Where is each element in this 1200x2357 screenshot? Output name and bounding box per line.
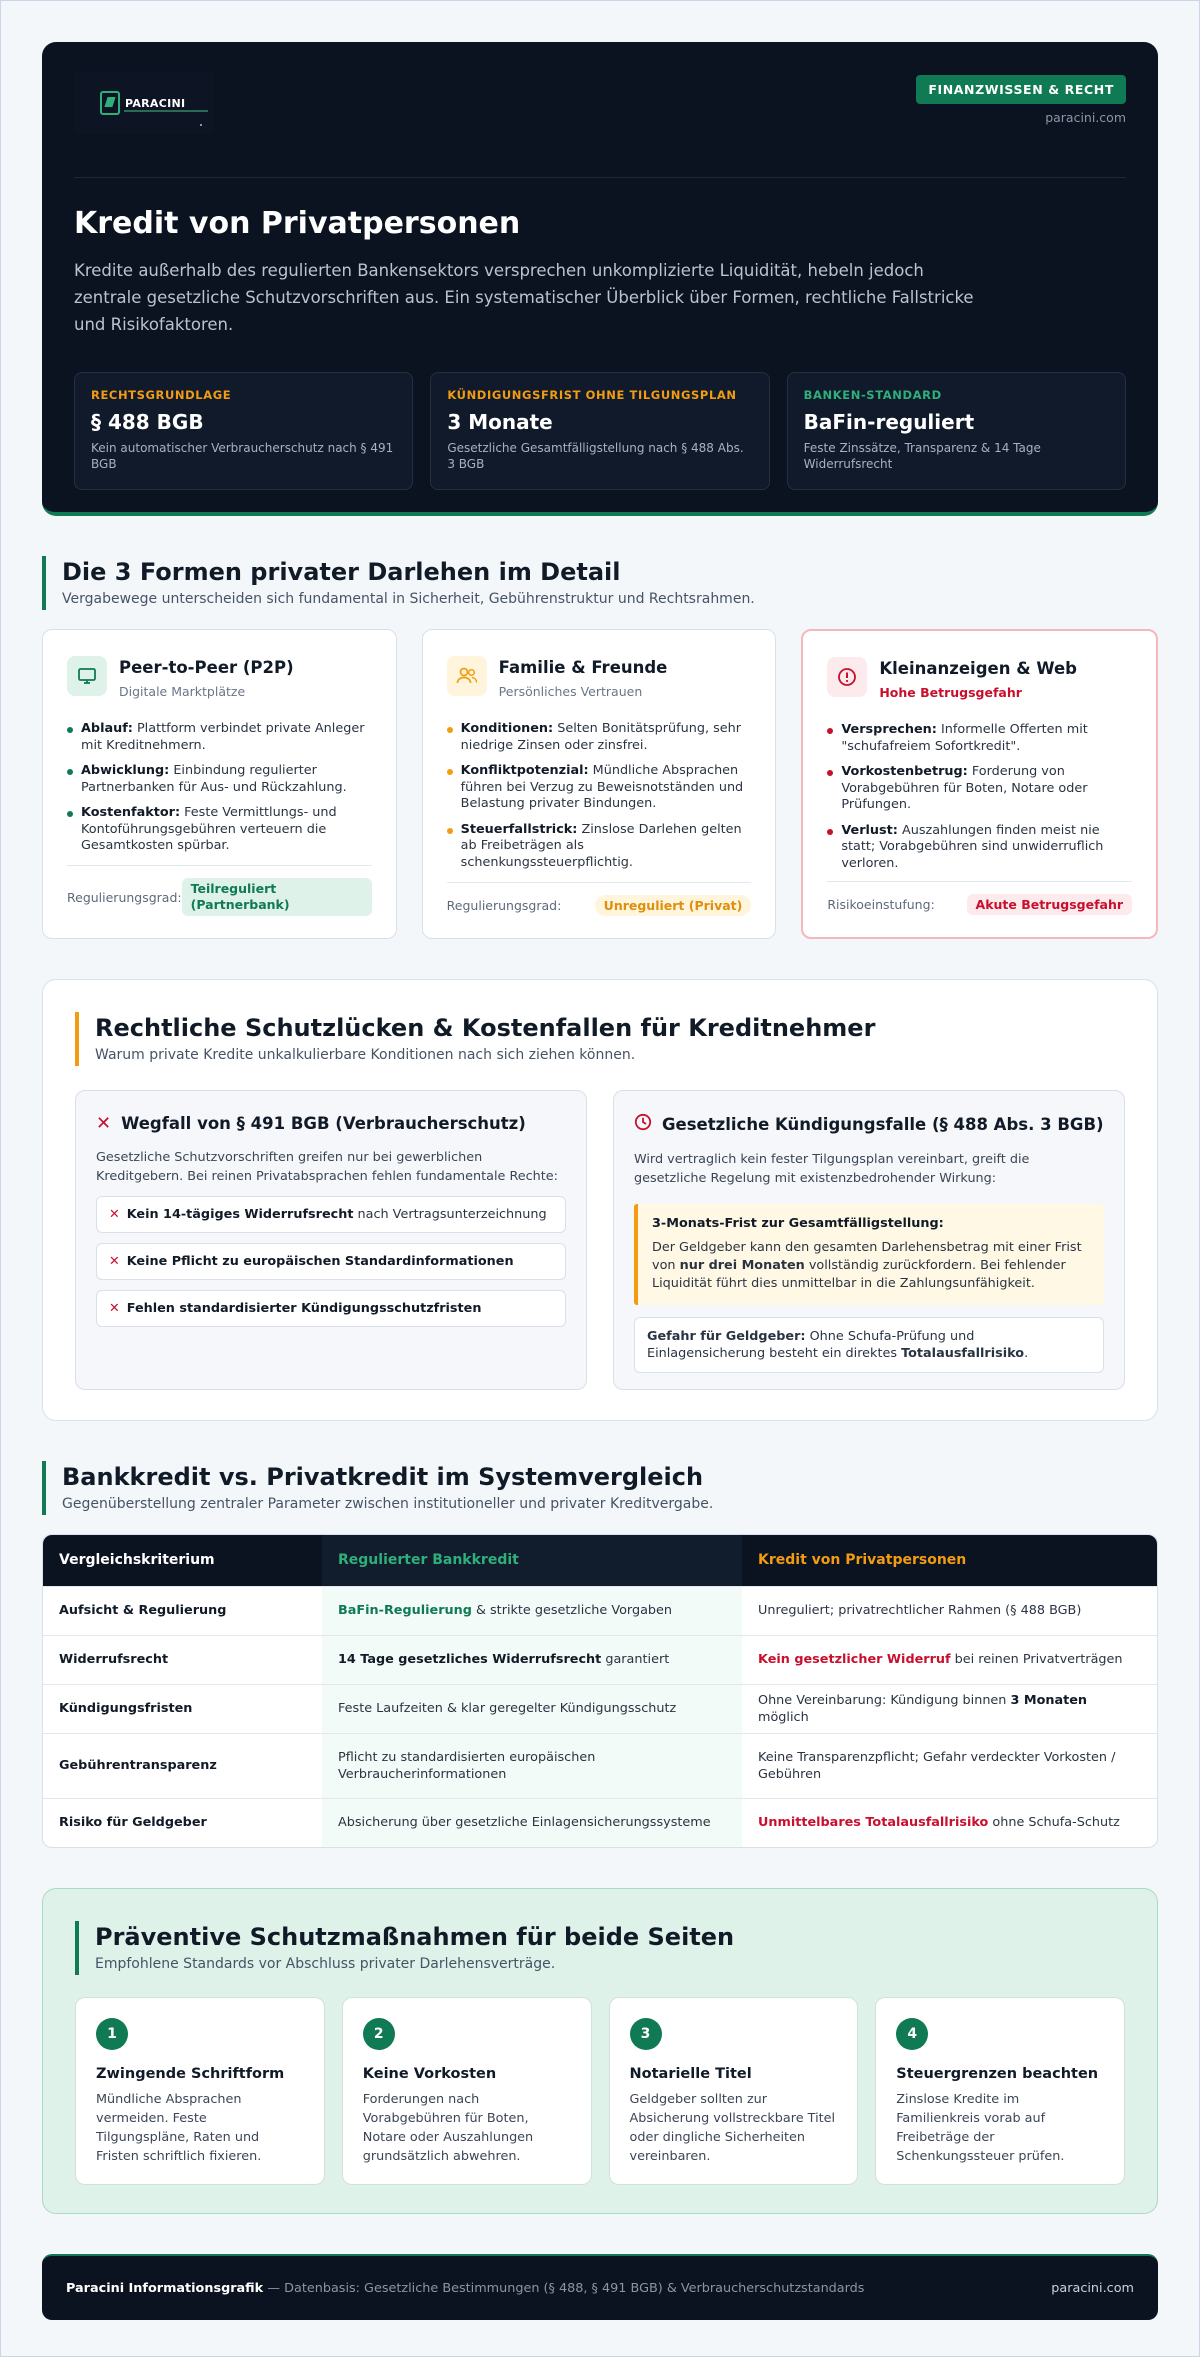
header-bank: Regulierter Bankkredit: [322, 1535, 742, 1586]
form-card-p2p: [42, 629, 397, 939]
bank-cell: BaFin-Regulierung & strikte gesetzliche Vorgaben: [322, 1586, 742, 1635]
consumer-protection-box: [75, 1090, 587, 1390]
stat-value: 3 Monate: [447, 410, 553, 434]
regulation-badge: Unreguliert (Privat): [595, 895, 752, 916]
cross-icon: ✕: [109, 1207, 120, 1222]
table-header-row: [43, 1535, 1157, 1586]
step-description: Zinslose Kredite im Familienkreis vorab auf Freibeträge der Schenkungssteuer prüfen.: [896, 2092, 1065, 2164]
box-description: Gesetzliche Schutzvorschriften greifen nur bei gewerblichen Kreditgebern. Bei reinen Privatabsprachen fehlen fundamentale Rechte:: [96, 1150, 558, 1184]
private-cell: Keine Transparenzpflicht; Gefahr verdeckter Vorkosten / Gebühren: [742, 1733, 1157, 1798]
category-badge: FINANZWISSEN & RECHT: [916, 75, 1126, 104]
card-subtitle: Hohe Betrugsgefahr: [879, 685, 1022, 700]
card-title: Kleinanzeigen & Web: [879, 659, 1077, 678]
private-cell: Kein gesetzlicher Widerruf bei reinen Privatverträgen: [742, 1635, 1157, 1684]
form-card-family: [422, 629, 777, 939]
regulation-label: Regulierungsgrad:: [446, 898, 562, 913]
stat-card-notice-period: [430, 372, 769, 490]
logo-tagline-line: [124, 110, 208, 112]
key-stats: [74, 372, 1126, 490]
page-description: Kredite außerhalb des regulierten Bankensektors versprechen unkomplizierte Liquidität, hebeln jedoch zentrale gesetzliche Schutzvorschriften aus. Ein systematischer Überblick über Formen, rechtliche Fallstricke und Risikofaktoren.: [74, 261, 974, 334]
warning-title: 3-Monats-Frist zur Gesamtfälligstellung:: [652, 1216, 944, 1231]
missing-right-item: ✕ Keine Pflicht zu europäischen Standardinformationen: [96, 1243, 566, 1280]
step-number: 4: [896, 2018, 928, 2050]
footer-domain: paracini.com: [1051, 2280, 1134, 2296]
missing-right-item: ✕ Kein 14-tägiges Widerrufsrecht nach Vertragsunterzeichnung: [96, 1196, 566, 1233]
section-subtitle: Gegenüberstellung zentraler Parameter zwischen institutioneller und privater Kreditvergabe.: [62, 1496, 714, 1512]
header-private: Kredit von Privatpersonen: [742, 1535, 1157, 1586]
step-number: 3: [630, 2018, 662, 2050]
users-icon: [447, 656, 487, 696]
step-title: Zwingende Schriftform: [96, 2066, 285, 2082]
header-criterion: Vergleichskriterium: [43, 1535, 322, 1586]
step-title: Steuergrenzen beachten: [896, 2066, 1099, 2082]
card-title: Familie & Freunde: [498, 658, 668, 677]
logo-text: PARACINI: [125, 96, 186, 110]
warning-body: Der Geldgeber kann den gesamten Darlehensbetrag mit einer Frist von nur drei Monaten vollständig zurückfordern. Bei fehlender Liquidität führt dies unmittelbar in die Zahlungsunfähigkeit.: [652, 1240, 1082, 1291]
step-description: Forderungen nach Vorabgebühren für Boten, Notare oder Auszahlungen grundsätzlich abwehren.: [362, 2092, 534, 2164]
stat-value: BaFin-reguliert: [803, 410, 975, 434]
step-card: [75, 1997, 325, 2185]
regulation-label: Regulierungsgrad:: [67, 889, 182, 905]
legal-section-heading: [75, 1012, 1125, 1066]
step-description: Mündliche Absprachen vermeiden. Feste Tilgungspläne, Raten und Fristen schriftlich fixieren.: [96, 2092, 262, 2164]
table-row: [43, 1684, 1157, 1733]
stat-note: Gesetzliche Gesamtfälligstellung nach § 488 Abs. 3 BGB: [447, 441, 744, 471]
section-subtitle: Empfohlene Standards vor Abschluss privater Darlehensverträge.: [95, 1956, 556, 1972]
cross-icon: ✕: [109, 1301, 120, 1316]
card-title: Peer-to-Peer (P2P): [119, 658, 294, 677]
private-cell: Unreguliert; privatrechtlicher Rahmen (§ 488 BGB): [742, 1586, 1157, 1635]
criterion-cell: Risiko für Geldgeber: [43, 1798, 322, 1847]
hero-domain: paracini.com: [1045, 110, 1126, 125]
table-row: [43, 1635, 1157, 1684]
criterion-cell: Kündigungsfristen: [43, 1684, 322, 1733]
hero-meta: [916, 72, 1126, 125]
prevention-section: [42, 1888, 1158, 2214]
list-item: Konditionen: Selten Bonitätsprüfung, sehr niedrige Zinsen oder zinsfrei.: [447, 721, 752, 754]
private-cell: Unmittelbares Totalausfallrisiko ohne Schufa-Schutz: [742, 1798, 1157, 1847]
step-number: 1: [96, 2018, 128, 2050]
hero-banner: [42, 42, 1158, 516]
compare-section-heading: [42, 1461, 1158, 1515]
card-footer: [67, 865, 372, 916]
box-title: Gesetzliche Kündigungsfalle (§ 488 Abs. 3 BGB): [662, 1115, 1104, 1134]
card-list: [447, 721, 752, 871]
table-row: [43, 1798, 1157, 1847]
forms-section-heading: [42, 556, 1158, 610]
prevention-section-heading: [75, 1921, 1125, 1975]
list-item: Kostenfaktor: Feste Vermittlungs- und Kontoführungsgebühren verteuern die Gesamtkosten spürbar.: [67, 805, 372, 855]
step-description: Geldgeber sollten zur Absicherung vollstreckbare Titel oder dingliche Sicherheiten vereinbaren.: [629, 2092, 836, 2164]
card-list: [827, 722, 1132, 872]
list-item: Abwicklung: Einbindung regulierter Partnerbanken für Aus- und Rückzahlung.: [67, 763, 372, 796]
list-item: Versprechen: Informelle Offerten mit "schufafreiem Sofortkredit".: [827, 722, 1132, 755]
bank-cell: Pflicht zu standardisierten europäischen Verbraucherinformationen: [322, 1733, 742, 1798]
stat-note: Feste Zinssätze, Transparenz & 14 Tage Widerrufsrecht: [803, 441, 1041, 471]
bank-cell: 14 Tage gesetzliches Widerrufsrecht garantiert: [322, 1635, 742, 1684]
stat-label: KÜNDIGUNGSFRIST OHNE TILGUNGSPLAN: [447, 388, 737, 402]
footer-source: Paracini Informationsgrafik — Datenbasis: Gesetzliche Bestimmungen (§ 488, § 491 BGB) & Verbraucherschutzstandards: [66, 2280, 865, 2296]
form-card-web: [801, 629, 1158, 939]
cross-icon: ✕: [109, 1254, 120, 1269]
step-card: [609, 1997, 859, 2185]
stat-card-legal-basis: [74, 372, 413, 490]
list-item: Konfliktpotenzial: Mündliche Absprachen führen bei Verzug zu Beweisnotständen und Belastung privater Bindungen.: [447, 763, 752, 813]
stat-label: RECHTSGRUNDLAGE: [91, 388, 232, 402]
list-item: Steuerfallstrick: Zinslose Darlehen gelten ab Freibeträgen als schenkungssteuerpflichtig.: [447, 822, 752, 872]
card-subtitle: Persönliches Vertrauen: [498, 684, 643, 699]
warning-callout: [634, 1204, 1104, 1305]
criterion-cell: Gebührentransparenz: [43, 1733, 322, 1798]
regulation-badge: Teilreguliert (Partnerbank): [182, 878, 372, 916]
step-number: 2: [363, 2018, 395, 2050]
card-subtitle: Digitale Marktplätze: [119, 684, 246, 699]
step-title: Notarielle Titel: [629, 2066, 752, 2082]
box-title: Wegfall von § 491 BGB (Verbraucherschutz): [121, 1114, 526, 1133]
step-card: [875, 1997, 1125, 2185]
step-card: [342, 1997, 592, 2185]
legal-section: [42, 979, 1158, 1421]
hero-header: [74, 72, 1126, 178]
logo-mark-icon: [100, 91, 120, 115]
bank-cell: Feste Laufzeiten & klar geregelter Kündigungsschutz: [322, 1684, 742, 1733]
clock-icon: [634, 1113, 652, 1136]
page-footer: [42, 2254, 1158, 2320]
section-subtitle: Warum private Kredite unkalkulierbare Konditionen nach sich ziehen können.: [95, 1047, 636, 1063]
loan-forms: [42, 629, 1158, 939]
brand-logo: [74, 72, 214, 134]
table-row: [43, 1733, 1157, 1798]
criterion-cell: Aufsicht & Regulierung: [43, 1586, 322, 1635]
logo-dot: [200, 124, 202, 126]
section-title: Die 3 Formen privater Darlehen im Detail: [62, 558, 621, 586]
lender-risk-note: Gefahr für Geldgeber: Ohne Schufa-Prüfung und Einlagensicherung besteht ein direktes Totalausfallrisiko.: [634, 1317, 1104, 1373]
section-title: Präventive Schutzmaßnahmen für beide Seiten: [95, 1923, 735, 1951]
section-subtitle: Vergabewege unterscheiden sich fundamental in Sicherheit, Gebührenstruktur und Rechtsrahmen.: [62, 591, 755, 607]
list-item: Ablauf: Plattform verbindet private Anleger mit Kreditnehmern.: [67, 721, 372, 754]
section-title: Bankkredit vs. Privatkredit im Systemvergleich: [62, 1463, 704, 1491]
list-item: Verlust: Auszahlungen finden meist nie statt; Vorabgebühren sind unwiderruflich verloren.: [827, 823, 1132, 873]
stat-card-bank-standard: [787, 372, 1126, 490]
table-row: [43, 1586, 1157, 1635]
monitor-icon: [67, 656, 107, 696]
step-title: Keine Vorkosten: [362, 2066, 497, 2082]
page-title: Kredit von Privatpersonen: [74, 206, 521, 241]
termination-trap-box: [613, 1090, 1125, 1390]
list-item: Vorkostenbetrug: Forderung von Vorabgebühren für Boten, Notare oder Prüfungen.: [827, 764, 1132, 814]
box-description: Wird vertraglich kein fester Tilgungsplan vereinbart, greift die gesetzliche Regelung mit existenzbedrohender Wirkung:: [634, 1152, 1030, 1186]
close-icon: ✕: [96, 1113, 112, 1134]
bank-cell: Absicherung über gesetzliche Einlagensicherungssysteme: [322, 1798, 742, 1847]
stat-label: BANKEN-STANDARD: [803, 388, 942, 402]
card-list: [67, 721, 372, 855]
comparison-table: [42, 1534, 1158, 1848]
private-cell: Ohne Vereinbarung: Kündigung binnen 3 Monaten möglich: [742, 1684, 1157, 1733]
criterion-cell: Widerrufsrecht: [43, 1635, 322, 1684]
stat-value: § 488 BGB: [91, 410, 204, 434]
section-title: Rechtliche Schutzlücken & Kostenfallen für Kreditnehmer: [95, 1014, 876, 1042]
missing-right-item: ✕ Fehlen standardisierter Kündigungsschutzfristen: [96, 1290, 566, 1327]
prevention-steps: [75, 1997, 1125, 2185]
card-footer: [447, 882, 752, 916]
card-footer: [827, 881, 1132, 915]
risk-badge: Akute Betrugsgefahr: [967, 894, 1133, 915]
alert-icon: [827, 657, 867, 697]
risk-label: Risikoeinstufung:: [827, 897, 935, 912]
stat-note: Kein automatischer Verbraucherschutz nach § 491 BGB: [91, 441, 394, 471]
